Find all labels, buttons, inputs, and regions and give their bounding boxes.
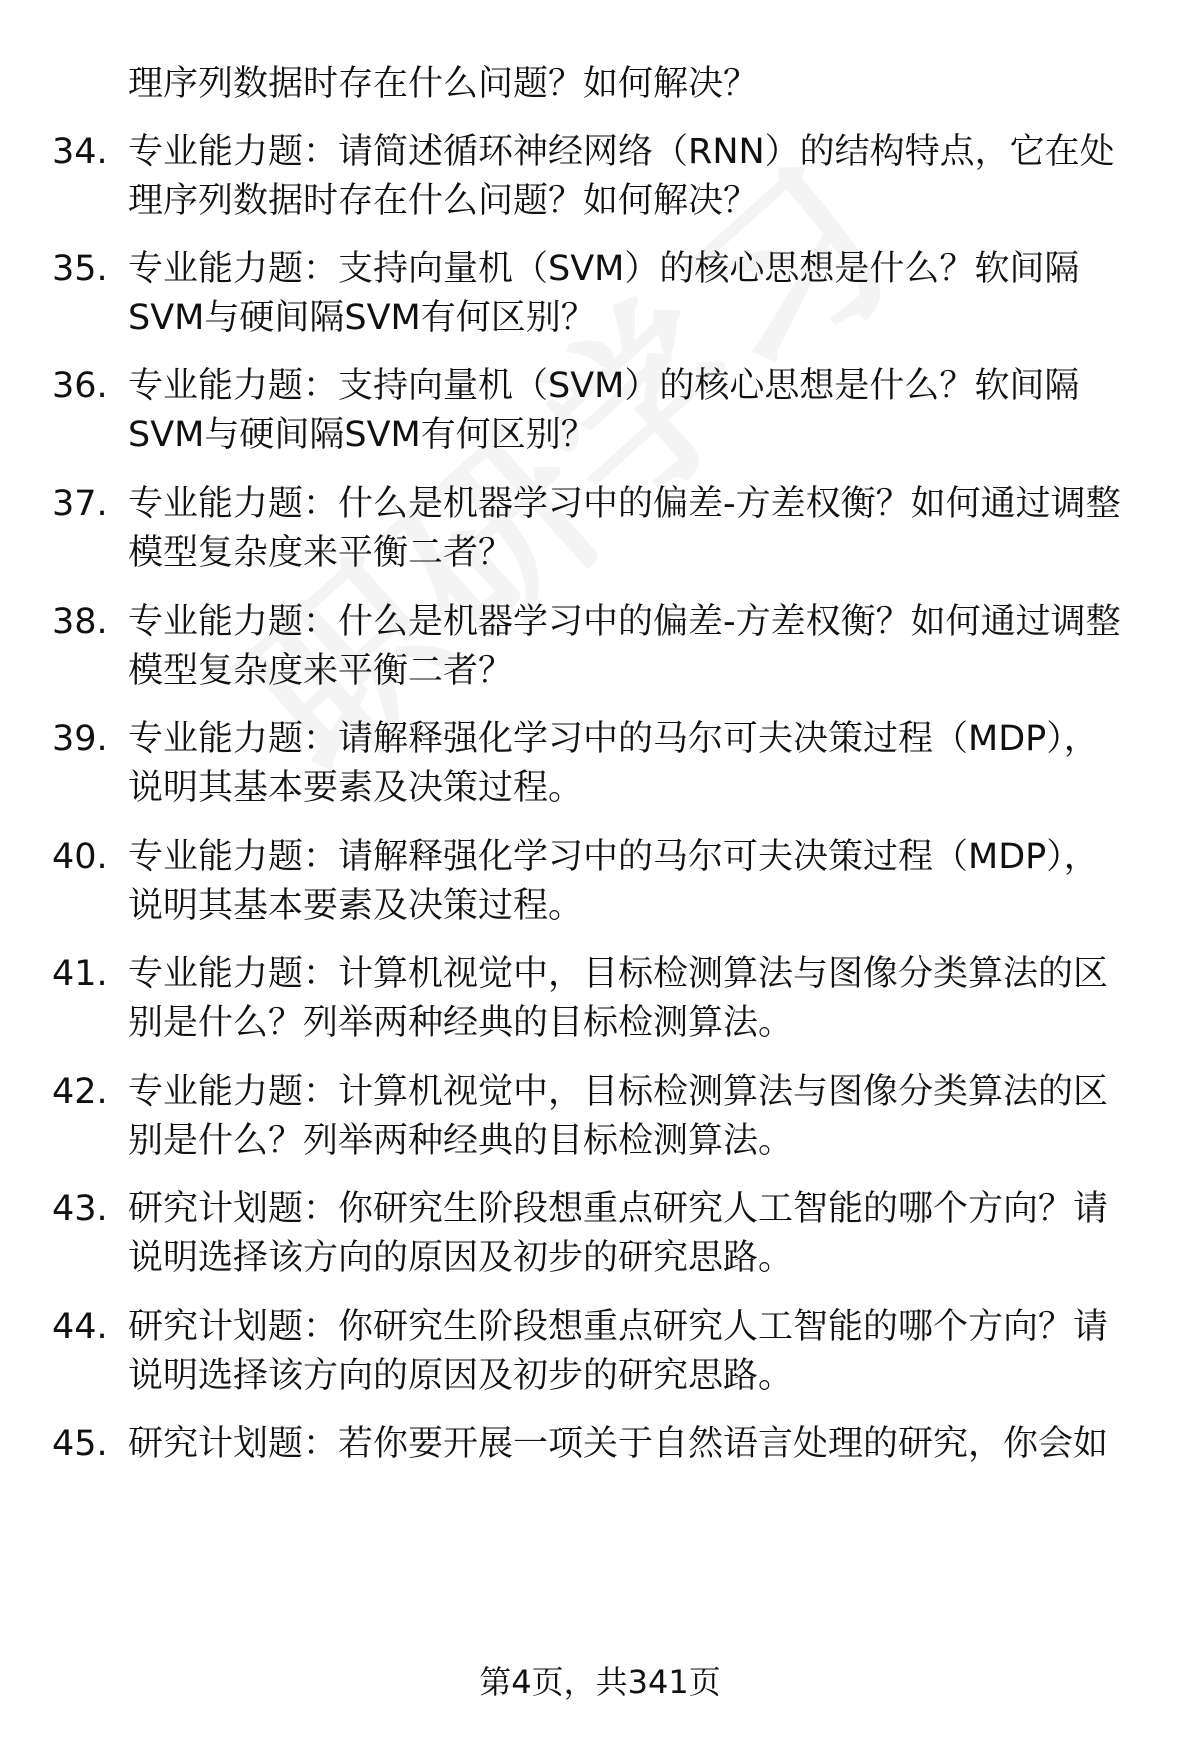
question-text-line: 别是什么？列举两种经典的目标检测算法。 — [128, 1003, 794, 1043]
question-text-line: 专业能力题：计算机视觉中，目标检测算法与图像分类算法的区 — [128, 954, 1109, 994]
question-text-line: 专业能力题：什么是机器学习中的偏差-方差权衡？如何通过调整 — [128, 484, 1121, 524]
question-text-line: 模型复杂度来平衡二者？ — [128, 651, 514, 691]
question-number: 42. — [52, 1072, 108, 1112]
question-text-line: 模型复杂度来平衡二者？ — [128, 533, 514, 573]
question-text-line: 说明选择该方向的原因及初步的研究思路。 — [128, 1356, 794, 1396]
question-text-line: SVM与硬间隔SVM有何区别？ — [128, 415, 596, 455]
question-text-line: 专业能力题：请解释强化学习中的马尔可夫决策过程（MDP）， — [128, 719, 1099, 759]
question-text-line: 专业能力题：请简述循环神经网络（RNN）的结构特点，它在处 — [128, 132, 1115, 172]
question-text-line: 别是什么？列举两种经典的目标检测算法。 — [128, 1121, 794, 1161]
question-text-line: 专业能力题：支持向量机（SVM）的核心思想是什么？软间隔 — [128, 366, 1080, 406]
question-text-line: 理序列数据时存在什么问题？如何解决？ — [128, 181, 759, 221]
question-number: 44. — [52, 1307, 108, 1347]
question-text-line: 专业能力题：请解释强化学习中的马尔可夫决策过程（MDP）， — [128, 837, 1099, 877]
question-text-line: 说明选择该方向的原因及初步的研究思路。 — [128, 1238, 794, 1278]
question-number: 43. — [52, 1189, 108, 1229]
page-number-text: 第4页，共341页 — [479, 1663, 721, 1701]
question-number: 36. — [52, 366, 108, 406]
question-text-line: 专业能力题：什么是机器学习中的偏差-方差权衡？如何通过调整 — [128, 602, 1121, 642]
question-text-line: 理序列数据时存在什么问题？如何解决？ — [128, 64, 759, 104]
question-number: 34. — [52, 132, 108, 172]
question-text-line: 专业能力题：计算机视觉中，目标检测算法与图像分类算法的区 — [128, 1072, 1109, 1112]
question-number: 38. — [52, 602, 108, 642]
question-text-line: SVM与硬间隔SVM有何区别？ — [128, 298, 596, 338]
question-text-line: 研究计划题：若你要开展一项关于自然语言处理的研究，你会如 — [128, 1424, 1109, 1464]
question-number: 40. — [52, 837, 108, 877]
page-footer — [0, 1660, 1200, 1704]
question-number: 41. — [52, 954, 108, 994]
question-text-line: 研究计划题：你研究生阶段想重点研究人工智能的哪个方向？请 — [128, 1307, 1109, 1347]
question-number: 37. — [52, 484, 108, 524]
question-text-line: 研究计划题：你研究生阶段想重点研究人工智能的哪个方向？请 — [128, 1189, 1109, 1229]
question-number: 35. — [52, 249, 108, 289]
question-number: 45. — [52, 1424, 108, 1464]
question-text-line: 说明其基本要素及决策过程。 — [128, 768, 584, 808]
question-text-line: 专业能力题：支持向量机（SVM）的核心思想是什么？软间隔 — [128, 249, 1080, 289]
question-text-line: 说明其基本要素及决策过程。 — [128, 886, 584, 926]
question-number: 39. — [52, 719, 108, 759]
